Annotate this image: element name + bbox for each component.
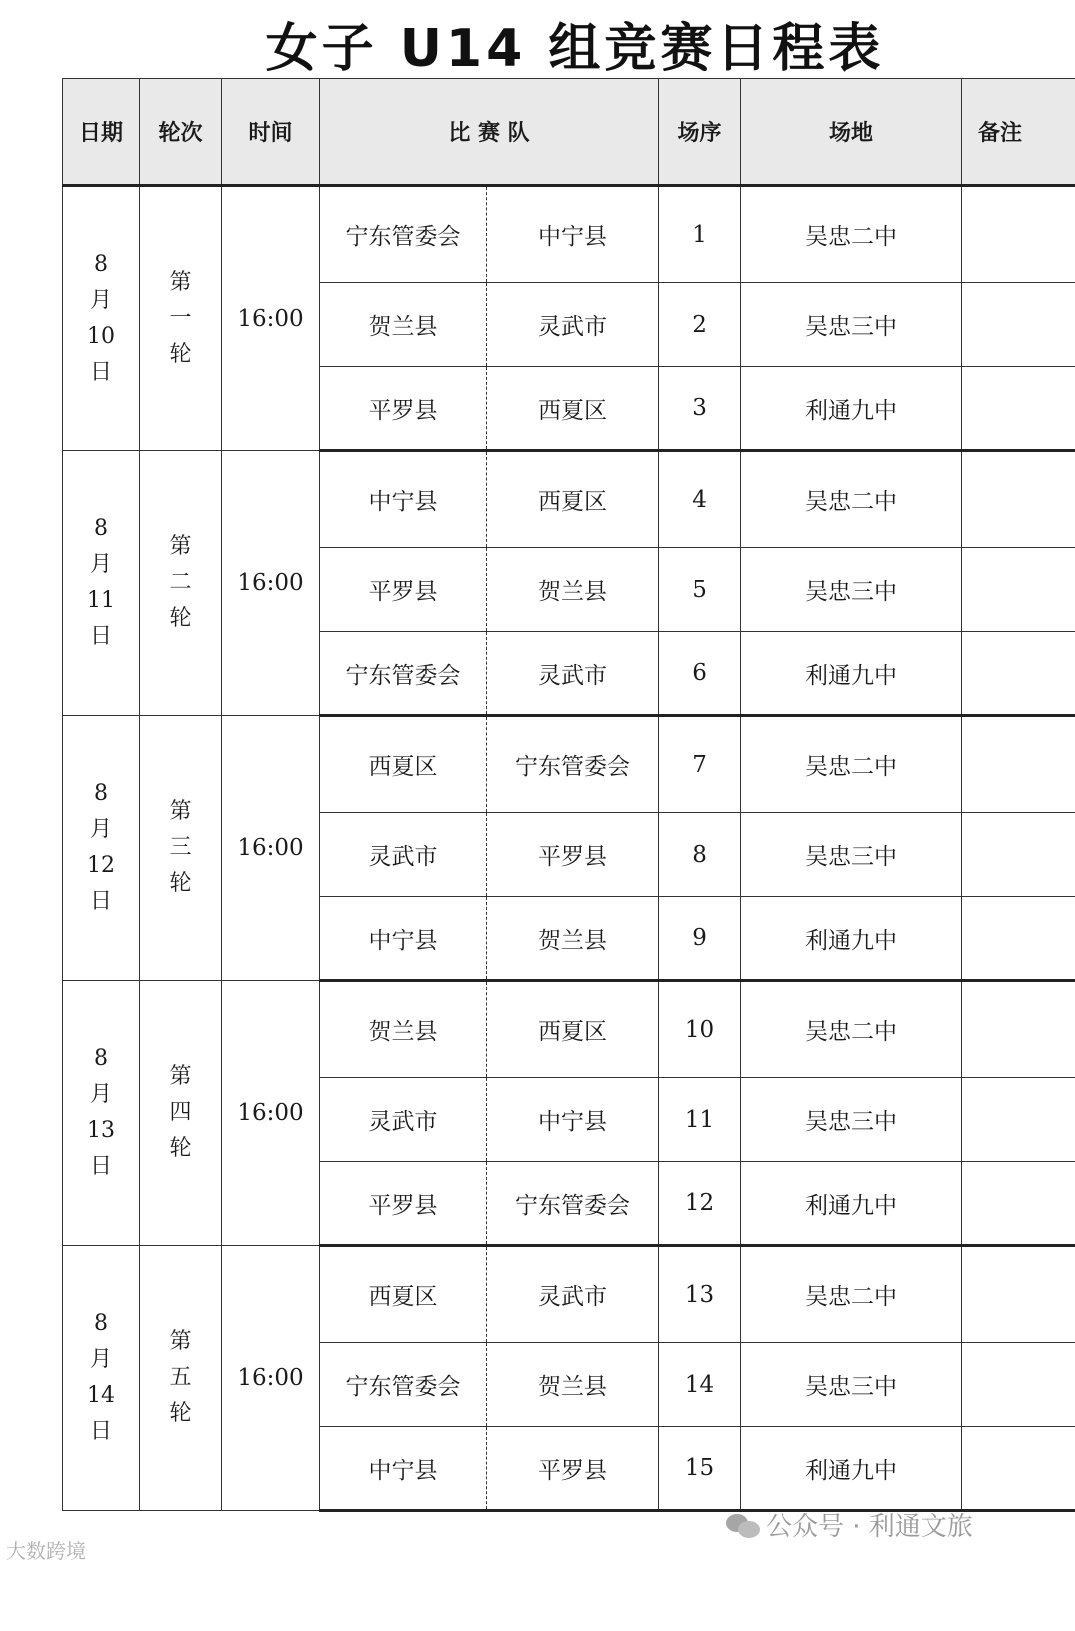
note-cell (962, 283, 1075, 367)
team-a-cell: 灵武市 (320, 813, 487, 897)
team-a-cell: 中宁县 (320, 451, 487, 548)
team-a-cell: 宁东管委会 (320, 632, 487, 716)
note-cell (962, 548, 1075, 632)
schedule-body (63, 186, 1075, 1511)
team-b-cell: 平罗县 (487, 813, 659, 897)
team-b-cell: 中宁县 (487, 1078, 659, 1162)
team-a-cell: 中宁县 (320, 1427, 487, 1511)
team-b-cell: 西夏区 (487, 451, 659, 548)
team-a-cell: 西夏区 (320, 1246, 487, 1343)
match-no-cell: 10 (659, 981, 741, 1078)
match-no-cell: 4 (659, 451, 741, 548)
date-label: 8月13日 (87, 1046, 115, 1179)
note-cell (962, 813, 1075, 897)
team-a-cell: 中宁县 (320, 897, 487, 981)
table-row (63, 1246, 1075, 1343)
note-cell (962, 632, 1075, 716)
team-b-cell: 灵武市 (487, 283, 659, 367)
venue-cell: 吴忠二中 (741, 981, 962, 1078)
header-time: 时间 (222, 79, 320, 186)
note-cell (962, 1427, 1075, 1511)
header-match-no: 场序 (659, 79, 741, 186)
date-label: 8月14日 (87, 1311, 115, 1444)
team-b-cell: 灵武市 (487, 632, 659, 716)
team-a-cell: 平罗县 (320, 548, 487, 632)
header-teams: 比 赛 队 (320, 79, 659, 186)
team-b-cell: 西夏区 (487, 367, 659, 451)
venue-cell: 利通九中 (741, 367, 962, 451)
venue-cell: 吴忠三中 (741, 1343, 962, 1427)
time-cell: 16:00 (222, 981, 320, 1246)
header-date: 日期 (63, 79, 140, 186)
note-cell (962, 716, 1075, 813)
note-cell (962, 1162, 1075, 1246)
header-row (63, 79, 1075, 186)
note-cell (962, 981, 1075, 1078)
round-cell (140, 186, 222, 451)
time-cell: 16:00 (222, 186, 320, 451)
match-no-cell: 5 (659, 548, 741, 632)
venue-cell: 吴忠三中 (741, 1078, 962, 1162)
match-no-cell: 11 (659, 1078, 741, 1162)
team-b-cell: 贺兰县 (487, 897, 659, 981)
venue-cell: 利通九中 (741, 1427, 962, 1511)
table-row (63, 981, 1075, 1078)
team-b-cell: 贺兰县 (487, 1343, 659, 1427)
note-cell (962, 897, 1075, 981)
venue-cell: 吴忠二中 (741, 186, 962, 283)
watermark-text: 公众号 · 利通文旅 (766, 1512, 973, 1542)
note-cell (962, 1078, 1075, 1162)
team-a-cell: 贺兰县 (320, 283, 487, 367)
round-label: 第四轮 (169, 1064, 192, 1161)
time-cell: 16:00 (222, 1246, 320, 1511)
team-a-cell: 平罗县 (320, 1162, 487, 1246)
team-a-cell: 贺兰县 (320, 981, 487, 1078)
note-cell (962, 1343, 1075, 1427)
venue-cell: 吴忠二中 (741, 716, 962, 813)
table-row (63, 716, 1075, 813)
date-label: 8月10日 (87, 251, 115, 385)
round-cell (140, 716, 222, 981)
team-b-cell: 贺兰县 (487, 548, 659, 632)
venue-cell: 吴忠三中 (741, 283, 962, 367)
round-label: 第三轮 (169, 799, 192, 896)
match-no-cell: 7 (659, 716, 741, 813)
header-venue: 场地 (741, 79, 962, 186)
venue-cell: 利通九中 (741, 897, 962, 981)
wechat-icon (726, 1512, 760, 1538)
time-cell: 16:00 (222, 451, 320, 716)
date-cell (63, 1246, 140, 1511)
watermark (726, 1506, 973, 1543)
date-label: 8月12日 (87, 781, 115, 914)
time-cell: 16:00 (222, 716, 320, 981)
date-cell (63, 451, 140, 716)
team-b-cell: 平罗县 (487, 1427, 659, 1511)
venue-cell: 吴忠二中 (741, 451, 962, 548)
venue-cell: 吴忠二中 (741, 1246, 962, 1343)
round-cell (140, 451, 222, 716)
round-label: 第二轮 (169, 534, 192, 631)
table-row (63, 451, 1075, 548)
team-b-cell: 宁东管委会 (487, 716, 659, 813)
round-label: 第五轮 (169, 1329, 192, 1426)
team-a-cell: 平罗县 (320, 367, 487, 451)
date-label: 8月11日 (87, 516, 115, 649)
header-round: 轮次 (140, 79, 222, 186)
note-cell (962, 451, 1075, 548)
match-no-cell: 2 (659, 283, 741, 367)
round-cell (140, 981, 222, 1246)
team-a-cell: 宁东管委会 (320, 186, 487, 283)
schedule-table (62, 78, 1075, 1512)
match-no-cell: 6 (659, 632, 741, 716)
team-b-cell: 宁东管委会 (487, 1162, 659, 1246)
team-a-cell: 灵武市 (320, 1078, 487, 1162)
table-row (63, 186, 1075, 283)
round-cell (140, 1246, 222, 1511)
match-no-cell: 1 (659, 186, 741, 283)
match-no-cell: 14 (659, 1343, 741, 1427)
team-a-cell: 宁东管委会 (320, 1343, 487, 1427)
venue-cell: 吴忠三中 (741, 548, 962, 632)
team-a-cell: 西夏区 (320, 716, 487, 813)
note-cell (962, 367, 1075, 451)
page-title: 女子 U14 组竞赛日程表 (265, 19, 885, 79)
note-cell (962, 1246, 1075, 1343)
team-b-cell: 中宁县 (487, 186, 659, 283)
match-no-cell: 9 (659, 897, 741, 981)
match-no-cell: 3 (659, 367, 741, 451)
match-no-cell: 12 (659, 1162, 741, 1246)
match-no-cell: 8 (659, 813, 741, 897)
header-notes: 备注 (962, 79, 1075, 186)
match-no-cell: 13 (659, 1246, 741, 1343)
team-b-cell: 西夏区 (487, 981, 659, 1078)
venue-cell: 吴忠三中 (741, 813, 962, 897)
note-cell (962, 186, 1075, 283)
venue-cell: 利通九中 (741, 632, 962, 716)
date-cell (63, 981, 140, 1246)
date-cell (63, 716, 140, 981)
corner-logo: 大数跨境 (6, 1539, 86, 1563)
match-no-cell: 15 (659, 1427, 741, 1511)
team-b-cell: 灵武市 (487, 1246, 659, 1343)
venue-cell: 利通九中 (741, 1162, 962, 1246)
round-label: 第一轮 (169, 269, 192, 367)
date-cell (63, 186, 140, 451)
